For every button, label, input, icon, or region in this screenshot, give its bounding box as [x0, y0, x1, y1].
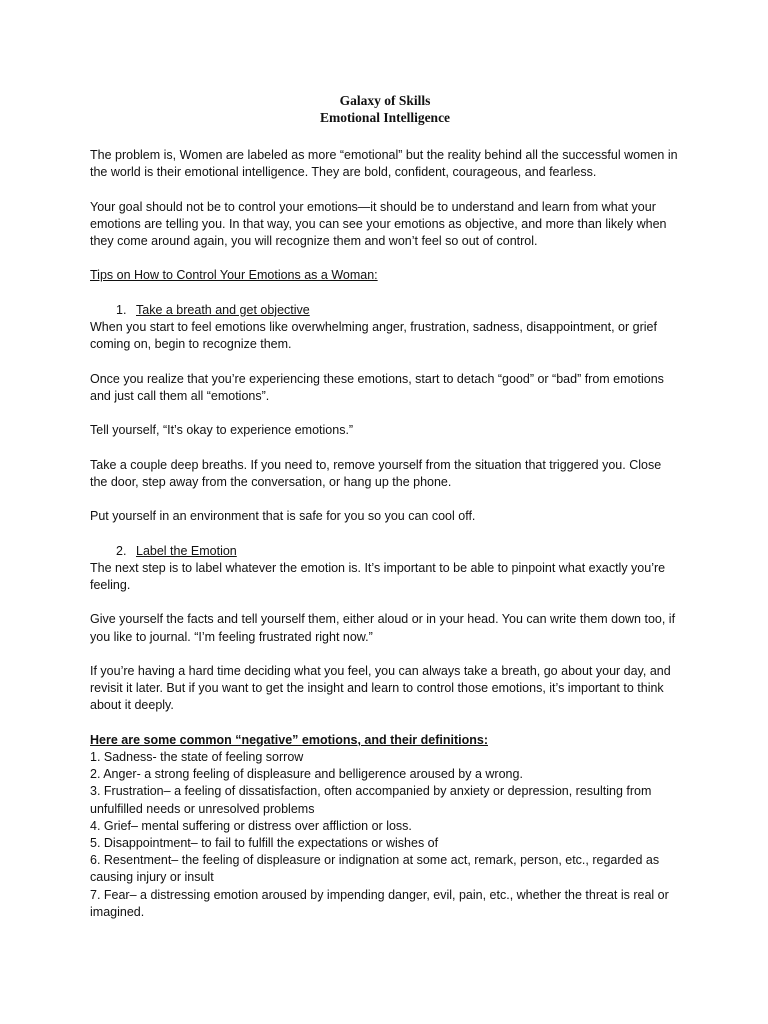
tip-1-number: 1.	[116, 302, 127, 317]
tip-2-heading-text: Label the Emotion	[136, 543, 237, 558]
tip-1-heading-text: Take a breath and get objective	[136, 302, 310, 317]
tip-1-paragraph: Take a couple deep breaths. If you need to, remove yourself from the situation that triggered you. Close the door, step away from the conversation, or hang up the phone.	[90, 457, 662, 489]
tip-1-paragraph: Once you realize that you’re experiencing these emotions, start to detach “good” or “bad” from emotions and just call them all “emotions”.	[90, 371, 664, 403]
definition-item: 6. Resentment– the feeling of displeasure or indignation at some act, remark, person, etc., regarded as causing injury or insult	[90, 853, 660, 885]
document-page	[90, 92, 680, 921]
document-subtitle: Emotional Intelligence	[319, 110, 451, 125]
tip-2-number: 2.	[116, 543, 127, 558]
tip-1-paragraph: When you start to feel emotions like overwhelming anger, frustration, sadness, disappointment, or grief coming on, begin to recognize them.	[90, 319, 657, 352]
definitions-list	[90, 749, 680, 921]
definition-item: 4. Grief– mental suffering or distress over affliction or loss.	[90, 818, 412, 833]
definition-item: 3. Frustration– a feeling of dissatisfaction, often accompanied by anxiety or depression, resulting from unfulfilled needs or unresolved problems	[90, 784, 652, 816]
definition-item: 2. Anger- a strong feeling of displeasure and belligerence aroused by a wrong.	[90, 767, 523, 782]
tip-2-paragraph: If you’re having a hard time deciding what you feel, you can always take a breath, go about your day, and revisit it later. But if you want to get the insight and learn to control those emotions, it’s important to think about it deeply.	[90, 663, 671, 713]
definition-item: 1. Sadness- the state of feeling sorrow	[90, 749, 304, 764]
tip-2-heading	[90, 543, 680, 560]
tip-1-heading	[90, 302, 680, 319]
definition-item: 7. Fear– a distressing emotion aroused by impending danger, evil, pain, etc., whether the threat is real or imagined.	[90, 887, 669, 919]
intro-paragraph-2: Your goal should not be to control your emotions—it should be to understand and learn from what your emotions are telling you. In that way, you can see your emotions as objective, and more than likely when they come around again, you will recognize them and won’t feel so out of control.	[90, 199, 667, 248]
definition-item: 5. Disappointment– to fail to fulfill the expectations or wishes of	[90, 835, 439, 850]
definitions-heading: Here are some common “negative” emotions, and their definitions:	[90, 732, 488, 747]
intro-paragraph-1: The problem is, Women are labeled as more “emotional” but the reality behind all the successful women in the world is their emotional intelligence. They are bold, confident, courageous, and fearless.	[90, 148, 678, 180]
tip-1-paragraph: Tell yourself, “It’s okay to experience emotions.”	[90, 423, 354, 438]
tips-heading: Tips on How to Control Your Emotions as a Woman:	[90, 268, 378, 283]
document-title: Galaxy of Skills	[339, 93, 431, 108]
tip-1-paragraph: Put yourself in an environment that is safe for you so you can cool off.	[90, 509, 476, 524]
tip-2-paragraph: The next step is to label whatever the emotion is. It’s important to be able to pinpoint what exactly you’re feeling.	[90, 560, 666, 592]
tip-2-paragraph: Give yourself the facts and tell yourself them, either aloud or in your head. You can write them down too, if you like to journal. “I’m feeling frustrated right now.”	[90, 612, 676, 644]
